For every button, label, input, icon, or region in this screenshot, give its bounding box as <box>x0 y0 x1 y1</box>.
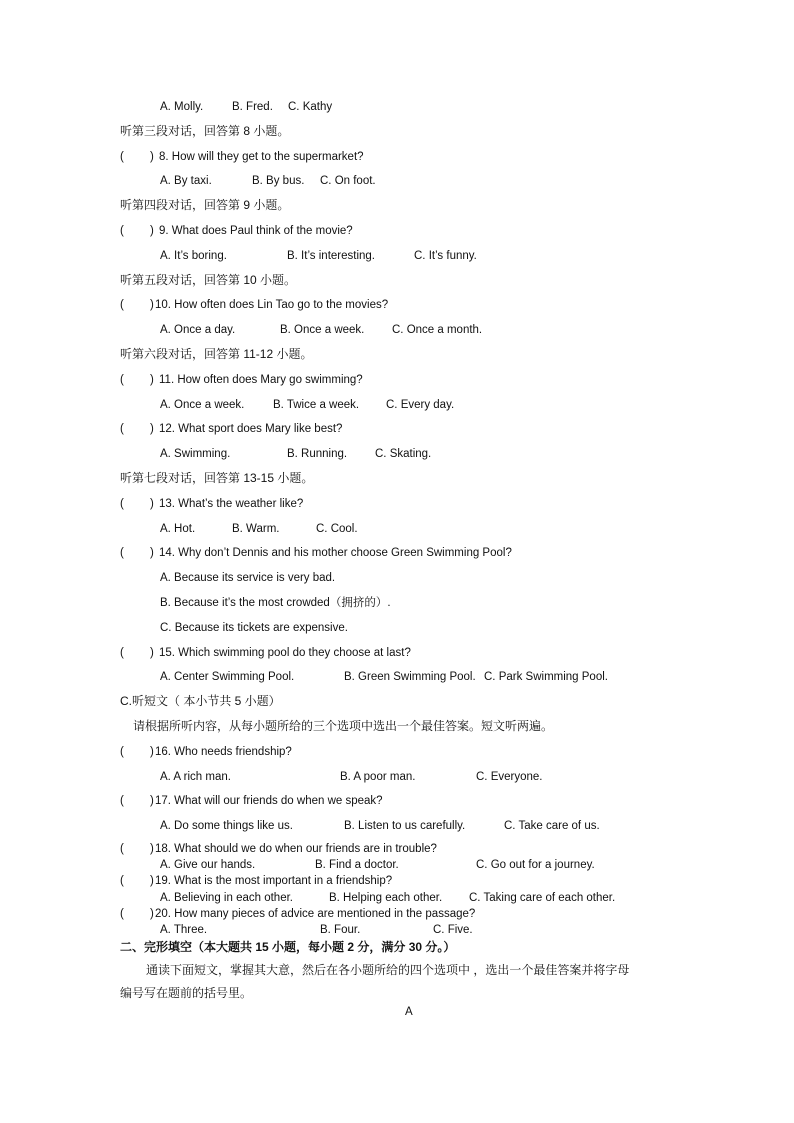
q13-bracket-close: ) <box>150 498 154 510</box>
q18-option-c: C. Go out for a journey. <box>476 859 595 871</box>
q8-stem: 8. How will they get to the supermarket? <box>159 151 364 163</box>
q16-option-c: C. Everyone. <box>476 771 543 783</box>
part2-instruction-line1: 通读下面短文，掌握其大意，然后在各小题所给的四个选项中 ，选出一个最佳答案并将字母 <box>146 963 630 977</box>
q11-bracket-close: ) <box>150 374 154 386</box>
q13-stem: 13. What’s the weather like? <box>159 498 304 510</box>
q11-stem: 11. How often does Mary go swimming? <box>159 374 363 386</box>
q18-option-a: A. Give our hands. <box>160 859 256 871</box>
q10-option-b: B. Once a week. <box>280 324 365 336</box>
q13-option-b: B. Warm. <box>232 523 280 535</box>
q20-stem: 20. How many pieces of advice are mentioned in the passage? <box>155 908 476 920</box>
q20-option-c: C. Five. <box>433 924 473 936</box>
q15-option-a: A. Center Swimming Pool. <box>160 671 295 683</box>
q16-option-a: A. A rich man. <box>160 771 231 783</box>
q12-stem: 12. What sport does Mary like best? <box>159 423 343 435</box>
q16-bracket-close: ) <box>150 746 154 758</box>
section3-heading: 听第三段对话，回答第 8 小题。 <box>120 124 290 138</box>
q10-option-a: A. Once a day. <box>160 324 236 336</box>
q20-bracket-close: ) <box>150 908 154 920</box>
q15-option-b: B. Green Swimming Pool. <box>344 671 476 683</box>
part2-instruction-line2: 编号写在题前的括号里。 <box>120 986 253 1000</box>
q20-bracket-open: ( <box>120 908 124 920</box>
q17-option-b: B. Listen to us carefully. <box>344 820 466 832</box>
section7-heading: 听第七段对话，回答第 13-15 小题。 <box>120 471 314 485</box>
q18-stem: 18. What should we do when our friends are in trouble? <box>155 843 437 855</box>
q18-option-b: B. Find a doctor. <box>315 859 399 871</box>
q18-bracket-close: ) <box>150 843 154 855</box>
q19-bracket-open: ( <box>120 875 124 887</box>
q12-bracket-close: ) <box>150 423 154 435</box>
q17-stem: 17. What will our friends do when we speak? <box>155 795 383 807</box>
section4-heading: 听第四段对话，回答第 9 小题。 <box>120 198 290 212</box>
passage-label: A <box>405 1006 413 1018</box>
q17-bracket-close: ) <box>150 795 154 807</box>
q17-bracket-open: ( <box>120 795 124 807</box>
section5-heading: 听第五段对话，回答第 10 小题。 <box>120 273 297 287</box>
q9-stem: 9. What does Paul think of the movie? <box>159 225 353 237</box>
q9-bracket-close: ) <box>150 225 154 237</box>
q15-bracket-open: ( <box>120 647 124 659</box>
q16-bracket-open: ( <box>120 746 124 758</box>
q16-option-b: B. A poor man. <box>340 771 416 783</box>
part-c-instruction: 请根据所听内容，从每小题所给的三个选项中选出一个最佳答案。短文听两遍。 <box>133 719 554 733</box>
q10-stem: 10. How often does Lin Tao go to the movies? <box>155 299 389 311</box>
q8-option-a: A. By taxi. <box>160 175 212 187</box>
q14-stem: 14. Why don’t Dennis and his mother choose Green Swimming Pool? <box>159 547 512 559</box>
q15-bracket-close: ) <box>150 647 154 659</box>
q17-option-a: A. Do some things like us. <box>160 820 293 832</box>
part-c-heading: C.听短文（ 本小节共 5 小题） <box>120 694 281 708</box>
q10-bracket-open: ( <box>120 299 124 311</box>
q13-bracket-open: ( <box>120 498 124 510</box>
q8-bracket-open: ( <box>120 151 124 163</box>
q16-stem: 16. Who needs friendship? <box>155 746 292 758</box>
q9-option-b: B. It’s interesting. <box>287 250 375 262</box>
q7-option-b: B. Fred. <box>232 101 273 113</box>
section6-heading: 听第六段对话，回答第 11-12 小题。 <box>120 347 313 361</box>
q19-stem: 19. What is the most important in a friendship? <box>155 875 393 887</box>
q19-option-c: C. Taking care of each other. <box>469 892 616 904</box>
q15-option-c: C. Park Swimming Pool. <box>484 671 608 683</box>
q19-option-a: A. Believing in each other. <box>160 892 293 904</box>
q14-option-b: B. Because it’s the most crowded（拥挤的）. <box>160 597 391 609</box>
q12-option-a: A. Swimming. <box>160 448 231 460</box>
q12-option-b: B. Running. <box>287 448 348 460</box>
q9-option-c: C. It’s funny. <box>414 250 477 262</box>
q12-option-c: C. Skating. <box>375 448 432 460</box>
q19-option-b: B. Helping each other. <box>329 892 443 904</box>
q11-option-c: C. Every day. <box>386 399 455 411</box>
q11-option-a: A. Once a week. <box>160 399 245 411</box>
q12-bracket-open: ( <box>120 423 124 435</box>
q11-option-b: B. Twice a week. <box>273 399 360 411</box>
q15-stem: 15. Which swimming pool do they choose at last? <box>159 647 411 659</box>
q11-bracket-open: ( <box>120 374 124 386</box>
q14-option-c: C. Because its tickets are expensive. <box>160 622 348 634</box>
q8-option-b: B. By bus. <box>252 175 305 187</box>
q17-option-c: C. Take care of us. <box>504 820 600 832</box>
q14-bracket-close: ) <box>150 547 154 559</box>
q8-option-c: C. On foot. <box>320 175 376 187</box>
q20-option-b: B. Four. <box>320 924 361 936</box>
q10-bracket-close: ) <box>150 299 154 311</box>
q9-option-a: A. It’s boring. <box>160 250 227 262</box>
q14-bracket-open: ( <box>120 547 124 559</box>
q18-bracket-open: ( <box>120 843 124 855</box>
q8-bracket-close: ) <box>150 151 154 163</box>
q19-bracket-close: ) <box>150 875 154 887</box>
q7-option-c: C. Kathy <box>288 101 333 113</box>
q10-option-c: C. Once a month. <box>392 324 483 336</box>
q7-option-a: A. Molly. <box>160 101 204 113</box>
q14-option-a: A. Because its service is very bad. <box>160 572 336 584</box>
q20-option-a: A. Three. <box>160 924 208 936</box>
q13-option-a: A. Hot. <box>160 523 196 535</box>
part2-heading: 二、完形填空（本大题共 15 小题，每小题 2 分，满分 30 分。） <box>120 940 456 954</box>
q9-bracket-open: ( <box>120 225 124 237</box>
q13-option-c: C. Cool. <box>316 523 358 535</box>
